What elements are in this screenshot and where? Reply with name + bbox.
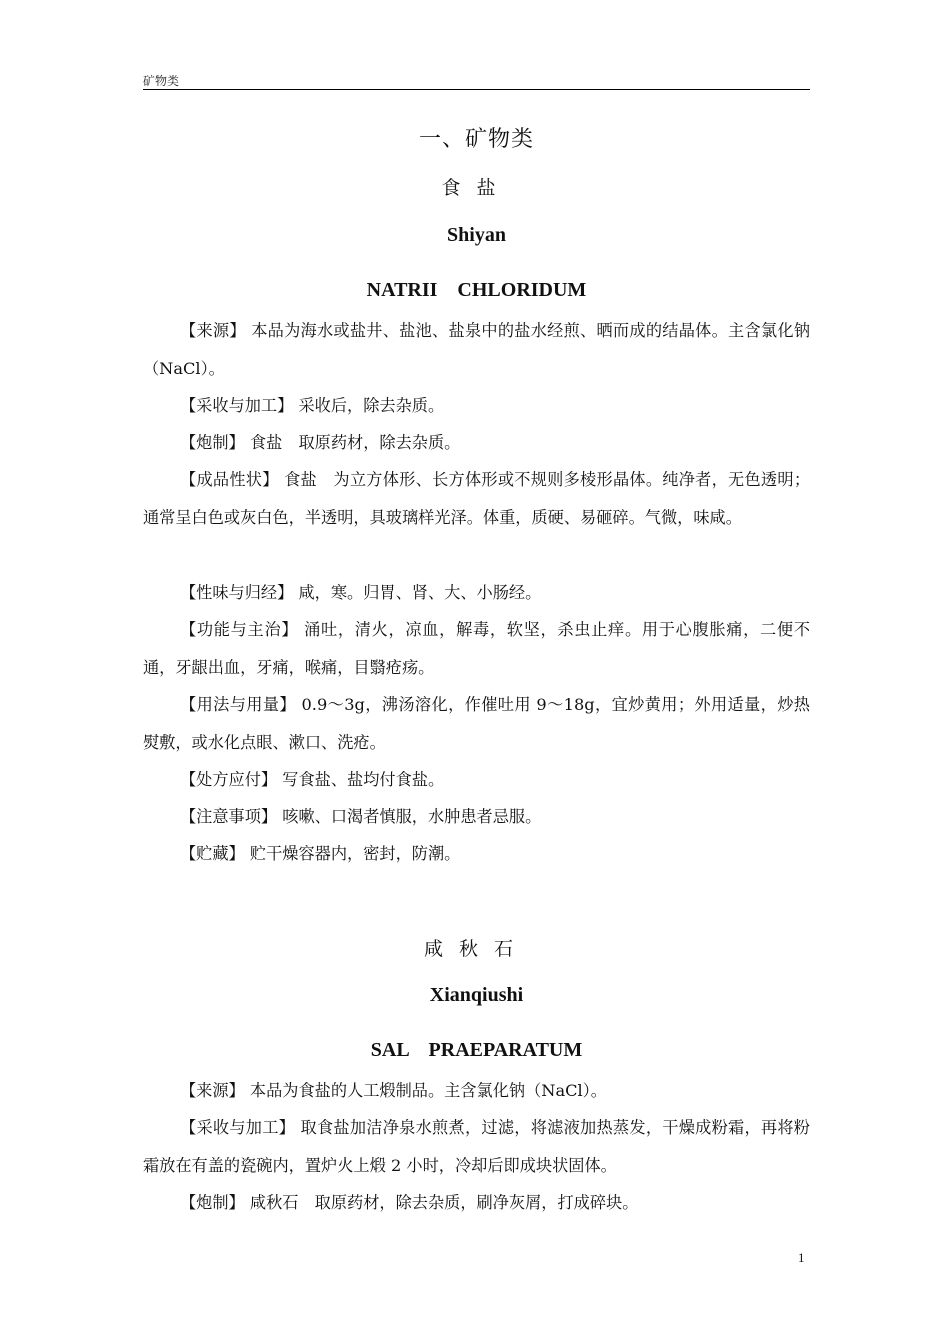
paragraph-label: 【炮制】 (180, 1193, 245, 1212)
paragraph-processing (143, 1184, 810, 1222)
paragraph-text: 写食盐、盐均付食盐。 (282, 770, 445, 789)
paragraph-label: 【性味与归经】 (180, 583, 294, 602)
entry-pinyin: Xianqiushi (429, 984, 524, 1006)
entry-latin-name: SAL PRAEPARATUM (370, 1039, 583, 1061)
entry-latin-name: NATRII CHLORIDUM (366, 279, 587, 301)
paragraph-functions (143, 611, 810, 686)
paragraph-label: 【来源】 (180, 321, 246, 340)
section-title: 一、矿物类 (418, 127, 534, 152)
page-header-rule (143, 89, 810, 90)
paragraph-text: 贮干燥容器内，密封，防潮。 (249, 844, 461, 863)
page-number: 1 (798, 1250, 805, 1265)
paragraph-label: 【处方应付】 (180, 770, 278, 789)
paragraph-label: 【来源】 (180, 1081, 245, 1100)
paragraph-label: 【贮藏】 (180, 844, 245, 863)
paragraph-text: 咸秋石 取原药材，除去杂质，刷净灰屑，打成碎块。 (249, 1193, 639, 1212)
paragraph-precautions (143, 798, 810, 836)
paragraph-text: 本品为食盐的人工煅制品。主含氯化钠（NaCl）。 (249, 1081, 607, 1100)
paragraph-text: 咳嗽、口渴者慎服，水肿患者忌服。 (282, 807, 542, 826)
paragraph-text: 食盐 为立方体形、长方体形或不规则多棱形晶体。纯净者，无色透明；通常呈白色或灰白色，半透明，具玻璃样光泽。体重，质硬、易砸碎。气微，味咸。 (143, 470, 811, 527)
paragraph-text: 采收后，除去杂质。 (298, 396, 445, 415)
entry-pinyin: Shiyan (447, 224, 506, 246)
paragraph-label: 【采收与加工】 (180, 1118, 296, 1137)
paragraph-text: 咸，寒。归胃、肾、大、小肠经。 (298, 583, 542, 602)
paragraph-text: 本品为海水或盐井、盐池、盐泉中的盐水经煎、晒而成的结晶体。主含氯化钠（NaCl）。 (143, 321, 810, 378)
paragraph-nature-meridian (143, 574, 810, 612)
paragraph-label: 【成品性状】 (180, 470, 279, 489)
page-header-text: 矿物类 (143, 74, 180, 88)
paragraph-harvest (143, 1109, 810, 1184)
paragraph-prescription (143, 761, 810, 799)
paragraph-source (143, 312, 810, 387)
paragraph-source (143, 1072, 810, 1110)
entry-name-cn: 食盐 (441, 177, 512, 199)
paragraph-text: 取食盐加洁净泉水煎煮，过滤，将滤液加热蒸发，干燥成粉霜，再将粉霜放在有盖的瓷碗内，置炉火上煅 2 小时，冷却后即成块状固体。 (143, 1118, 810, 1175)
paragraph-label: 【注意事项】 (180, 807, 278, 826)
paragraph-label: 【炮制】 (180, 433, 245, 452)
paragraph-harvest (143, 387, 810, 425)
paragraph-label: 【采收与加工】 (180, 396, 294, 415)
paragraph-properties (143, 461, 810, 536)
entry-name-cn: 咸秋石 (423, 938, 529, 960)
paragraph-processing (143, 424, 810, 462)
paragraph-text: 食盐 取原药材，除去杂质。 (249, 433, 461, 452)
paragraph-dosage (143, 686, 810, 761)
paragraph-label: 【用法与用量】 (180, 695, 296, 714)
paragraph-storage (143, 835, 810, 873)
paragraph-text: 0.9～3g，沸汤溶化，作催吐用 9～18g，宜炒黄用；外用适量，炒热熨敷，或水化点眼、漱口、洗疮。 (143, 695, 810, 752)
paragraph-label: 【功能与主治】 (180, 620, 299, 639)
paragraph-text: 涌吐，清火，凉血，解毒，软坚，杀虫止痒。用于心腹胀痛，二便不通，牙龈出血，牙痛，喉痛，目翳疮疡。 (143, 620, 811, 677)
